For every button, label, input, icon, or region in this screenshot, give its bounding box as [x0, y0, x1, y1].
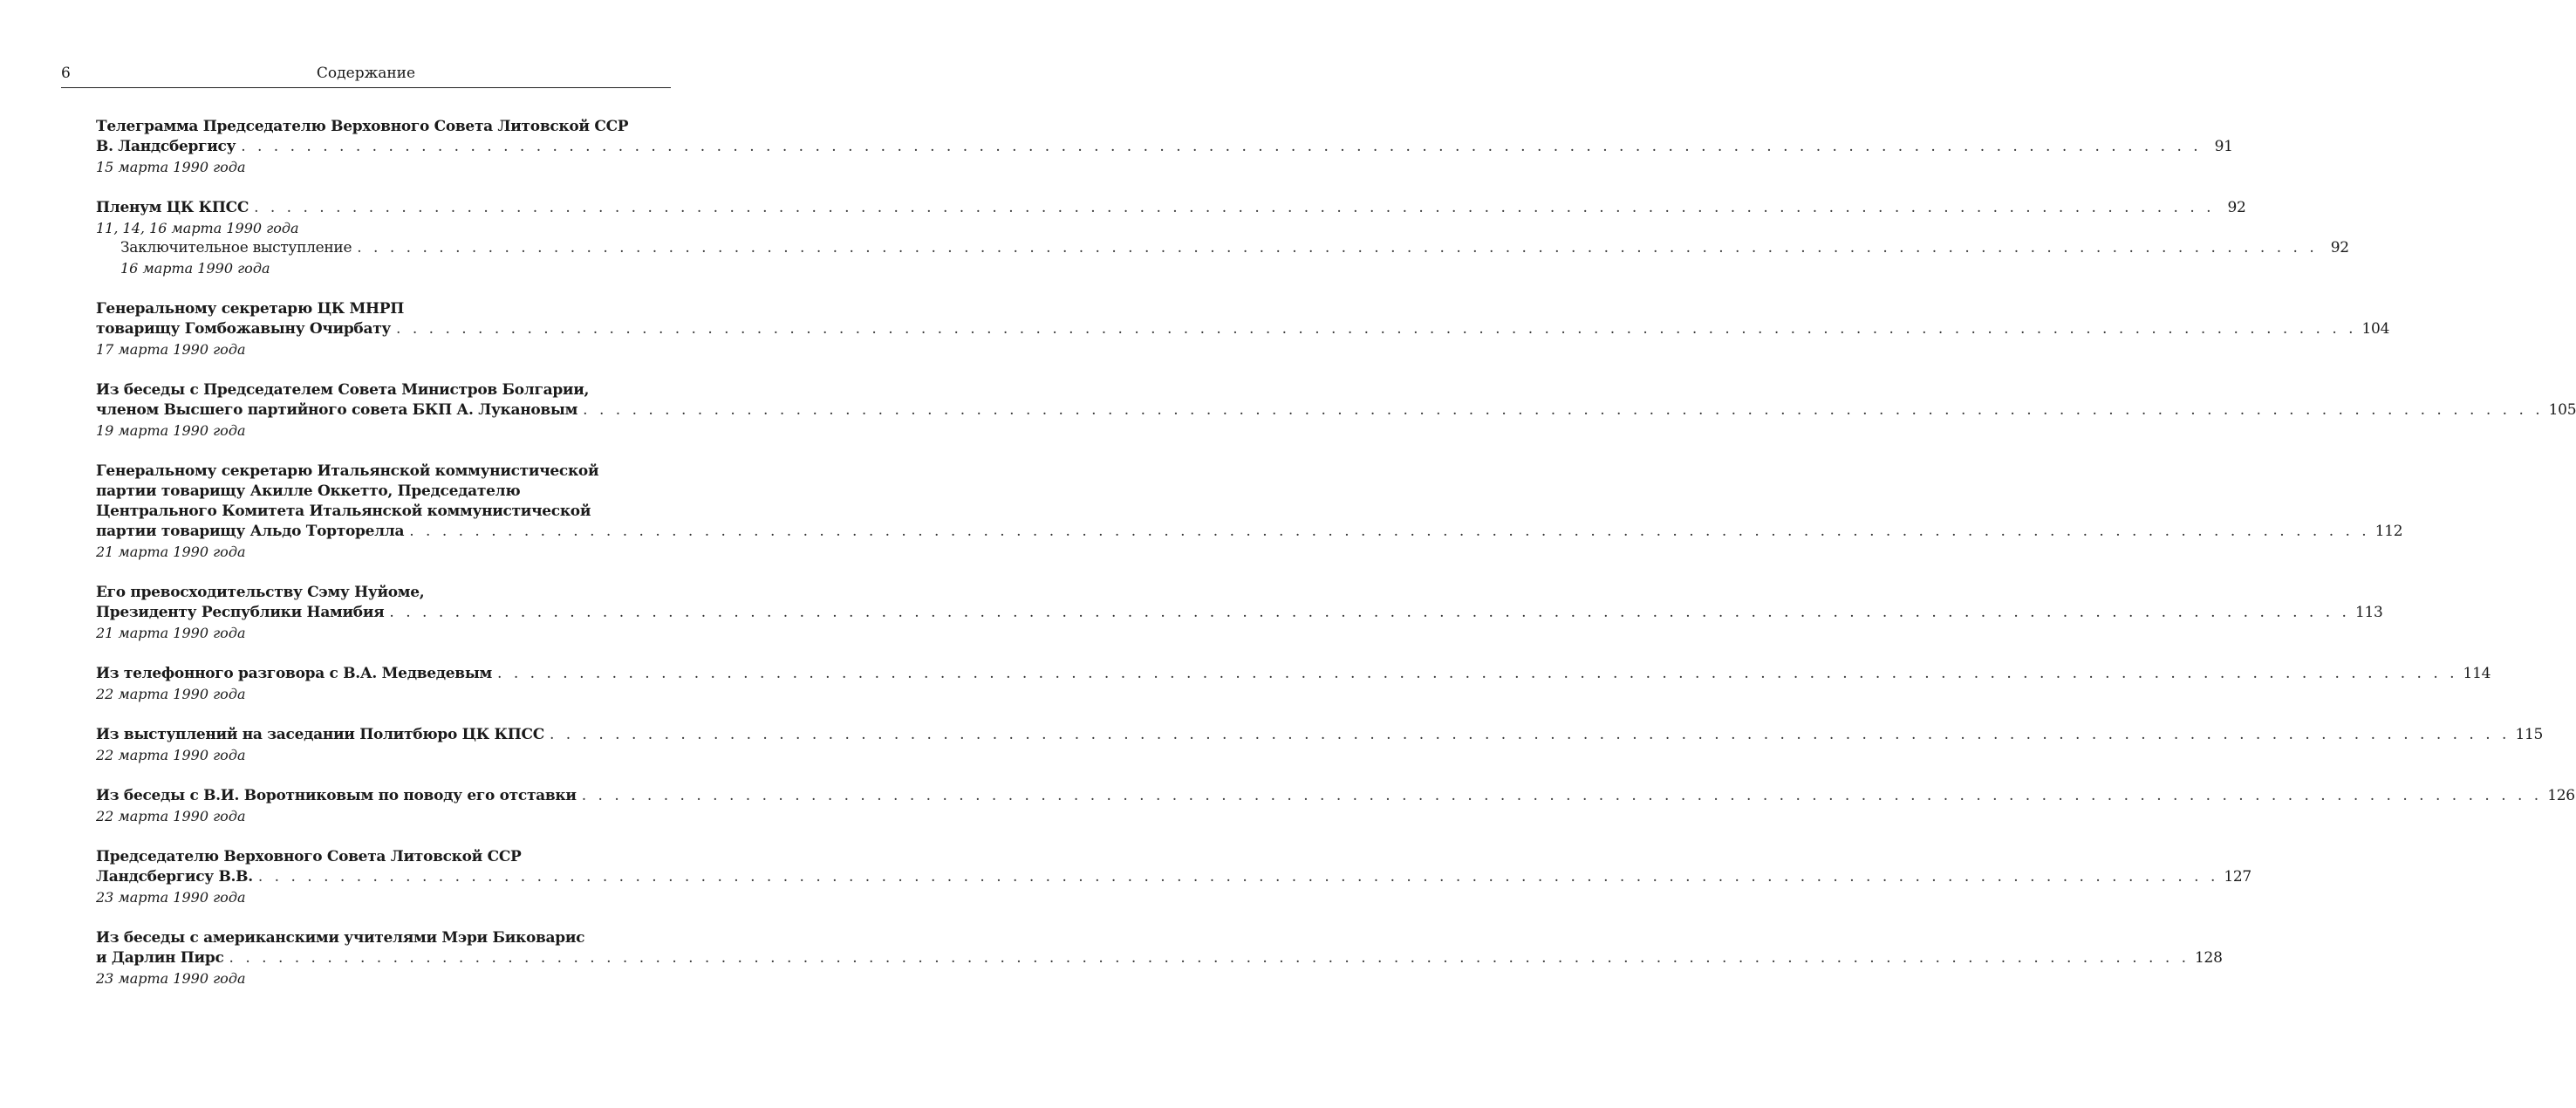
toc-entry-date: 21 марта 1990 года: [96, 544, 246, 560]
toc-entry-title: Из телефонного разговора с В.А. Медведевым: [96, 665, 493, 682]
toc-subentry-line[interactable]: [120, 238, 2349, 258]
dot-leader: . . . . . . . . . . . . . . . . . . . . . . . . . . . . . . . . . . . . . . . . . . . . . . . . . . . . . . . . . . . . . . . . . . . . . . . . . . . . . . . . . . . . . . . . . . . . . . . . . . . . . . . . . . . . . . . . . . . . . . . .: [396, 320, 2357, 338]
dot-leader: . . . . . . . . . . . . . . . . . . . . . . . . . . . . . . . . . . . . . . . . . . . . . . . . . . . . . . . . . . . . . . . . . . . . . . . . . . . . . . . . . . . . . . . . . . . . . . . . . . . . . . . . . . . . . . . . . . . . . . . .: [409, 523, 2370, 540]
toc-page-number: 104: [2361, 320, 2390, 338]
toc-entry-title: Из беседы с В.И. Воротниковым по поводу его отставки: [96, 787, 577, 804]
toc-page-number: 92: [2227, 199, 2246, 216]
table-of-contents: [96, 117, 2576, 1009]
toc-entry[interactable]: [96, 299, 2390, 359]
toc-entry-date: 23 марта 1990 года: [96, 889, 246, 906]
toc-entry-title-line: Телеграмма Председателю Верховного Совета Литовской ССР: [96, 118, 629, 135]
toc-entry-date: 19 марта 1990 года: [96, 422, 246, 439]
toc-page-number: 126: [2547, 787, 2575, 804]
running-head: Содержание: [316, 65, 416, 82]
toc-entry-final-line[interactable]: [96, 786, 2575, 806]
toc-entry-final-line[interactable]: [96, 664, 2491, 684]
dot-leader: . . . . . . . . . . . . . . . . . . . . . . . . . . . . . . . . . . . . . . . . . . . . . . . . . . . . . . . . . . . . . . . . . . . . . . . . . . . . . . . . . . . . . . . . . . . . . . . . . . . . . . . . . . . . . . . . . . . . . . . .: [497, 665, 2458, 682]
dot-leader: . . . . . . . . . . . . . . . . . . . . . . . . . . . . . . . . . . . . . . . . . . . . . . . . . . . . . . . . . . . . . . . . . . . . . . . . . . . . . . . . . . . . . . . . . . . . . . . . . . . . . . . . . . . . . . . . . . . . . . . .: [583, 401, 2544, 419]
page-number: 6: [61, 65, 71, 82]
toc-entry-final-line[interactable]: [96, 522, 2403, 542]
toc-entry[interactable]: [96, 928, 2223, 988]
toc-entry-final-line[interactable]: [96, 400, 2576, 421]
dot-leader: . . . . . . . . . . . . . . . . . . . . . . . . . . . . . . . . . . . . . . . . . . . . . . . . . . . . . . . . . . . . . . . . . . . . . . . . . . . . . . . . . . . . . . . . . . . . . . . . . . . . . . . . . . . . . . . . . . . . . . . .: [254, 199, 2215, 216]
toc-entry-title-line: Его превосходительству Сэму Нуйоме,: [96, 584, 425, 601]
toc-page-number: 105: [2548, 401, 2576, 419]
toc-entry-date: 15 марта 1990 года: [96, 159, 246, 175]
toc-subentry[interactable]: [120, 238, 2349, 278]
toc-entry-title: товарищу Гомбожавыну Очирбату: [96, 320, 392, 338]
toc-entry-title-line: Центрального Комитета Итальянской коммунистической: [96, 503, 591, 520]
toc-entry-final-line[interactable]: [96, 725, 2544, 745]
toc-page-number: 128: [2195, 949, 2223, 967]
toc-entry-title: и Дарлин Пирс: [96, 949, 224, 967]
toc-entry-date: 16 марта 1990 года: [120, 260, 270, 277]
toc-page-number: 127: [2224, 868, 2251, 886]
toc-entry-final-line[interactable]: [96, 948, 2223, 968]
dot-leader: . . . . . . . . . . . . . . . . . . . . . . . . . . . . . . . . . . . . . . . . . . . . . . . . . . . . . . . . . . . . . . . . . . . . . . . . . . . . . . . . . . . . . . . . . . . . . . . . . . . . . . . . . . . . . . . . . . . . . . . .: [357, 239, 2318, 256]
toc-entry-date: 11, 14, 16 марта 1990 года: [96, 220, 299, 236]
toc-entry-title-line: Председателю Верховного Совета Литовской ССР: [96, 848, 522, 865]
toc-entry-date: 23 марта 1990 года: [96, 970, 246, 987]
toc-entry-title-line: Из беседы с американскими учителями Мэри Биковарис: [96, 929, 585, 947]
toc-entry-final-line[interactable]: [96, 319, 2390, 339]
toc-entry-date: 22 марта 1990 года: [96, 747, 246, 763]
page-header: [61, 63, 671, 88]
toc-entry-date: 17 марта 1990 года: [96, 341, 246, 358]
toc-page-number: 112: [2374, 523, 2403, 540]
toc-entry[interactable]: [96, 380, 2576, 441]
dot-leader: . . . . . . . . . . . . . . . . . . . . . . . . . . . . . . . . . . . . . . . . . . . . . . . . . . . . . . . . . . . . . . . . . . . . . . . . . . . . . . . . . . . . . . . . . . . . . . . . . . . . . . . . . . . . . . . . . . . . . . . .: [241, 138, 2202, 155]
toc-page-number: 114: [2463, 665, 2491, 682]
toc-entry-title: Пленум ЦК КПСС: [96, 199, 249, 216]
toc-page-number: 113: [2354, 604, 2383, 621]
dot-leader: . . . . . . . . . . . . . . . . . . . . . . . . . . . . . . . . . . . . . . . . . . . . . . . . . . . . . . . . . . . . . . . . . . . . . . . . . . . . . . . . . . . . . . . . . . . . . . . . . . . . . . . . . . . . . . . . . . . . . . . .: [389, 604, 2350, 621]
toc-entry-title: Из выступлений на заседании Политбюро ЦК КПСС: [96, 726, 544, 743]
toc-entry-final-line[interactable]: [96, 137, 2233, 157]
toc-entry-title-line: Генеральному секретарю ЦК МНРП: [96, 300, 405, 318]
toc-entry[interactable]: [96, 198, 2349, 278]
toc-entry-title: членом Высшего партийного совета БКП А. Лукановым: [96, 401, 578, 419]
dot-leader: . . . . . . . . . . . . . . . . . . . . . . . . . . . . . . . . . . . . . . . . . . . . . . . . . . . . . . . . . . . . . . . . . . . . . . . . . . . . . . . . . . . . . . . . . . . . . . . . . . . . . . . . . . . . . . . . . . . . . . . .: [229, 949, 2190, 967]
toc-entry-date: 22 марта 1990 года: [96, 808, 246, 824]
toc-entry-date: 22 марта 1990 года: [96, 686, 246, 702]
toc-entry-title: В. Ландсбергису: [96, 138, 236, 155]
dot-leader: . . . . . . . . . . . . . . . . . . . . . . . . . . . . . . . . . . . . . . . . . . . . . . . . . . . . . . . . . . . . . . . . . . . . . . . . . . . . . . . . . . . . . . . . . . . . . . . . . . . . . . . . . . . . . . . . . . . . . . . .: [257, 868, 2219, 886]
toc-entry-title-line: Из беседы с Председателем Совета Министров Болгарии,: [96, 381, 590, 399]
toc-page-number: 92: [2330, 239, 2349, 256]
toc-entry-title: партии товарищу Альдо Торторелла: [96, 523, 405, 540]
toc-entry-title: Заключительное выступление: [120, 239, 352, 256]
toc-entry[interactable]: [96, 725, 2544, 765]
toc-entry[interactable]: [96, 462, 2403, 562]
toc-page-number: 91: [2214, 138, 2233, 155]
toc-entry-date: 21 марта 1990 года: [96, 625, 246, 641]
toc-entry-title: Ландсбергису В.В.: [96, 868, 253, 886]
toc-entry-title: Президенту Республики Намибия: [96, 604, 385, 621]
toc-entry[interactable]: [96, 664, 2491, 704]
dot-leader: . . . . . . . . . . . . . . . . . . . . . . . . . . . . . . . . . . . . . . . . . . . . . . . . . . . . . . . . . . . . . . . . . . . . . . . . . . . . . . . . . . . . . . . . . . . . . . . . . . . . . . . . . . . . . . . . . . . . . . . .: [581, 787, 2543, 804]
toc-entry[interactable]: [96, 786, 2575, 826]
toc-entry[interactable]: [96, 117, 2233, 177]
toc-entry[interactable]: [96, 583, 2383, 643]
toc-entry-title-line: Генеральному секретарю Итальянской коммунистической: [96, 462, 599, 480]
toc-entry-final-line[interactable]: [96, 603, 2383, 623]
toc-page-number: 115: [2515, 726, 2544, 743]
dot-leader: . . . . . . . . . . . . . . . . . . . . . . . . . . . . . . . . . . . . . . . . . . . . . . . . . . . . . . . . . . . . . . . . . . . . . . . . . . . . . . . . . . . . . . . . . . . . . . . . . . . . . . . . . . . . . . . . . . . . . . . .: [549, 726, 2511, 743]
toc-entry[interactable]: [96, 847, 2251, 907]
toc-entry-final-line[interactable]: [96, 867, 2251, 887]
toc-entry-final-line[interactable]: [96, 198, 2246, 218]
toc-entry-title-line: партии товарищу Акилле Оккетто, Председателю: [96, 482, 521, 500]
